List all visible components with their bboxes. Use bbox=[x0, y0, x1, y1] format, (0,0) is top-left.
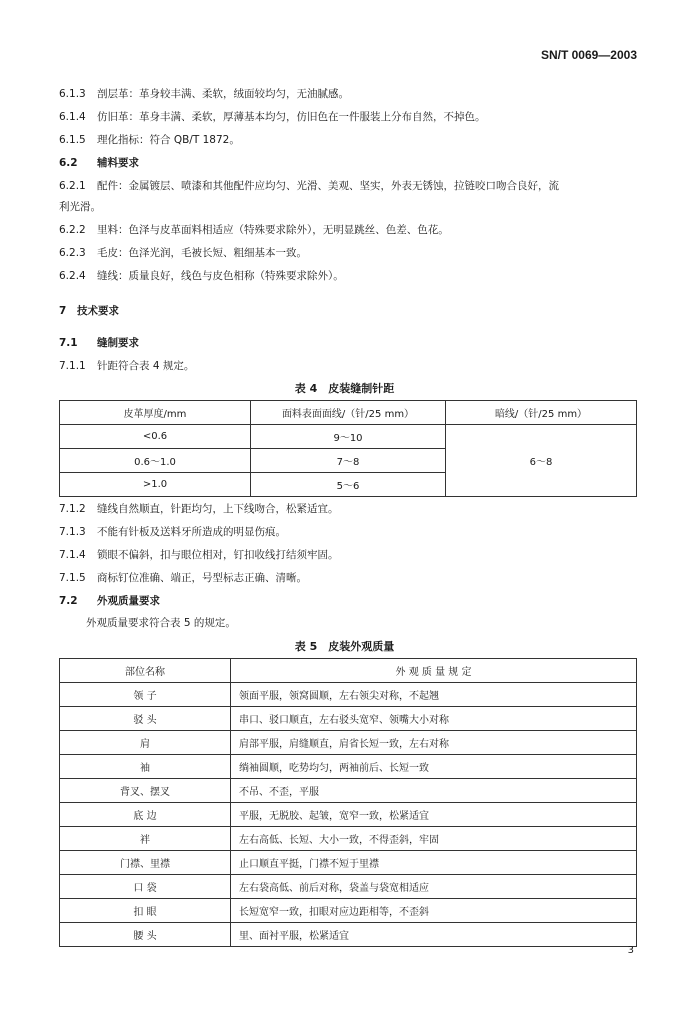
table-row bbox=[60, 683, 637, 707]
table-cell: <0.6 bbox=[60, 425, 251, 449]
table-cell: 左右高低、长短、大小一致，不得歪斜，牢固 bbox=[231, 827, 637, 851]
heading-7-2: 7.2 外观质量要求 bbox=[59, 595, 160, 607]
table-cell: 背叉、摆叉 bbox=[60, 779, 231, 803]
table-header: 皮革厚度/mm bbox=[60, 401, 251, 425]
table-cell: 腰 头 bbox=[60, 923, 231, 947]
heading-6-2: 6.2 辅料要求 bbox=[59, 157, 139, 169]
page-number: 3 bbox=[627, 945, 634, 956]
clause-6-1-3: 6.1.3 剖层革：革身较丰满、柔软，绒面较均匀，无油腻感。 bbox=[59, 88, 349, 100]
table-header-row bbox=[60, 659, 637, 683]
table-row bbox=[60, 875, 637, 899]
table-cell: 长短宽窄一致，扣眼对应边距相等，不歪斜 bbox=[231, 899, 637, 923]
table5-caption: 表 5 皮装外观质量 bbox=[294, 640, 395, 653]
clause-6-2-3: 6.2.3 毛皮：色泽光润，毛被长短、粗细基本一致。 bbox=[59, 247, 307, 259]
table-cell: >1.0 bbox=[60, 473, 251, 497]
clause-7-1-1: 7.1.1 针距符合表 4 规定。 bbox=[59, 360, 195, 372]
clause-7-1-5: 7.1.5 商标钉位准确、端正，号型标志正确、清晰。 bbox=[59, 572, 307, 584]
table-cell: 5～6 bbox=[251, 473, 446, 497]
table-cell: 领面平服，领窝圆顺，左右领尖对称，不起翘 bbox=[231, 683, 637, 707]
stitch-table bbox=[59, 400, 637, 497]
table-cell: 不吊、不歪，平服 bbox=[231, 779, 637, 803]
table-cell: 里、面衬平服，松紧适宜 bbox=[231, 923, 637, 947]
para-7-2: 外观质量要求符合表 5 的规定。 bbox=[86, 617, 236, 629]
table-header: 面料表面面线/（针/25 mm） bbox=[251, 401, 446, 425]
appearance-table bbox=[59, 658, 637, 947]
table-cell: 领 子 bbox=[60, 683, 231, 707]
heading-7: 7 技术要求 bbox=[59, 305, 119, 317]
document-code: SN/T 0069—2003 bbox=[540, 48, 637, 62]
table-cell: 口 袋 bbox=[60, 875, 231, 899]
clause-6-1-4: 6.1.4 仿旧革：革身丰满、柔软，厚薄基本均匀，仿旧色在一件服装上分布自然，不掉色。 bbox=[59, 111, 486, 123]
table-row bbox=[60, 707, 637, 731]
table-row bbox=[60, 851, 637, 875]
table-cell: 串口、驳口顺直，左右驳头宽窄、领嘴大小对称 bbox=[231, 707, 637, 731]
table-cell: 9～10 bbox=[251, 425, 446, 449]
table-cell: 止口顺直平挺，门襟不短于里襟 bbox=[231, 851, 637, 875]
table-row bbox=[60, 923, 637, 947]
table-cell: 驳 头 bbox=[60, 707, 231, 731]
clause-7-1-3: 7.1.3 不能有针板及送料牙所造成的明显伤痕。 bbox=[59, 526, 286, 538]
table-header: 外 观 质 量 规 定 bbox=[231, 659, 637, 683]
clause-6-2-2: 6.2.2 里料：色泽与皮革面料相适应（特殊要求除外），无明显跳丝、色差、色花。 bbox=[59, 224, 449, 236]
table-cell: 袖 bbox=[60, 755, 231, 779]
table-cell: 袢 bbox=[60, 827, 231, 851]
table-header: 部位名称 bbox=[60, 659, 231, 683]
table-row bbox=[60, 899, 637, 923]
clause-7-1-4: 7.1.4 锁眼不偏斜，扣与眼位相对，钉扣收线打结须牢固。 bbox=[59, 549, 339, 561]
table-cell: 门襟、里襟 bbox=[60, 851, 231, 875]
table4-caption: 表 4 皮装缝制针距 bbox=[294, 382, 395, 395]
table-row bbox=[60, 731, 637, 755]
table-cell: 肩 bbox=[60, 731, 231, 755]
table-row bbox=[60, 827, 637, 851]
table-cell: 0.6～1.0 bbox=[60, 449, 251, 473]
clause-6-2-1-cont: 利光滑。 bbox=[59, 201, 101, 213]
table-row bbox=[60, 779, 637, 803]
clause-7-1-2: 7.1.2 缝线自然顺直，针距均匀，上下线吻合，松紧适宜。 bbox=[59, 503, 339, 515]
table-cell: 底 边 bbox=[60, 803, 231, 827]
heading-7-1: 7.1 缝制要求 bbox=[59, 337, 139, 349]
table-cell: 平服，无脱胶、起皱，宽窄一致，松紧适宜 bbox=[231, 803, 637, 827]
table-cell: 7～8 bbox=[251, 449, 446, 473]
clause-6-1-5: 6.1.5 理化指标：符合 QB/T 1872。 bbox=[59, 134, 240, 146]
table-cell: 绱袖圆顺，吃势均匀，两袖前后、长短一致 bbox=[231, 755, 637, 779]
table-row bbox=[60, 755, 637, 779]
clause-6-2-4: 6.2.4 缝线：质量良好，线色与皮色相称（特殊要求除外）。 bbox=[59, 270, 344, 282]
table-cell: 6～8 bbox=[446, 425, 637, 497]
table-header: 暗线/（针/25 mm） bbox=[446, 401, 637, 425]
table-row bbox=[60, 803, 637, 827]
table-cell: 左右袋高低、前后对称，袋盖与袋宽相适应 bbox=[231, 875, 637, 899]
clause-6-2-1: 6.2.1 配件：金属镀层、喷漆和其他配件应均匀、光滑、美观、坚实，外表无锈蚀，拉链咬口吻合良好，流 bbox=[59, 180, 559, 192]
table-cell: 扣 眼 bbox=[60, 899, 231, 923]
table-row bbox=[60, 425, 637, 449]
table-cell: 肩部平服，肩缝顺直，肩省长短一致，左右对称 bbox=[231, 731, 637, 755]
table-header-row bbox=[60, 401, 637, 425]
